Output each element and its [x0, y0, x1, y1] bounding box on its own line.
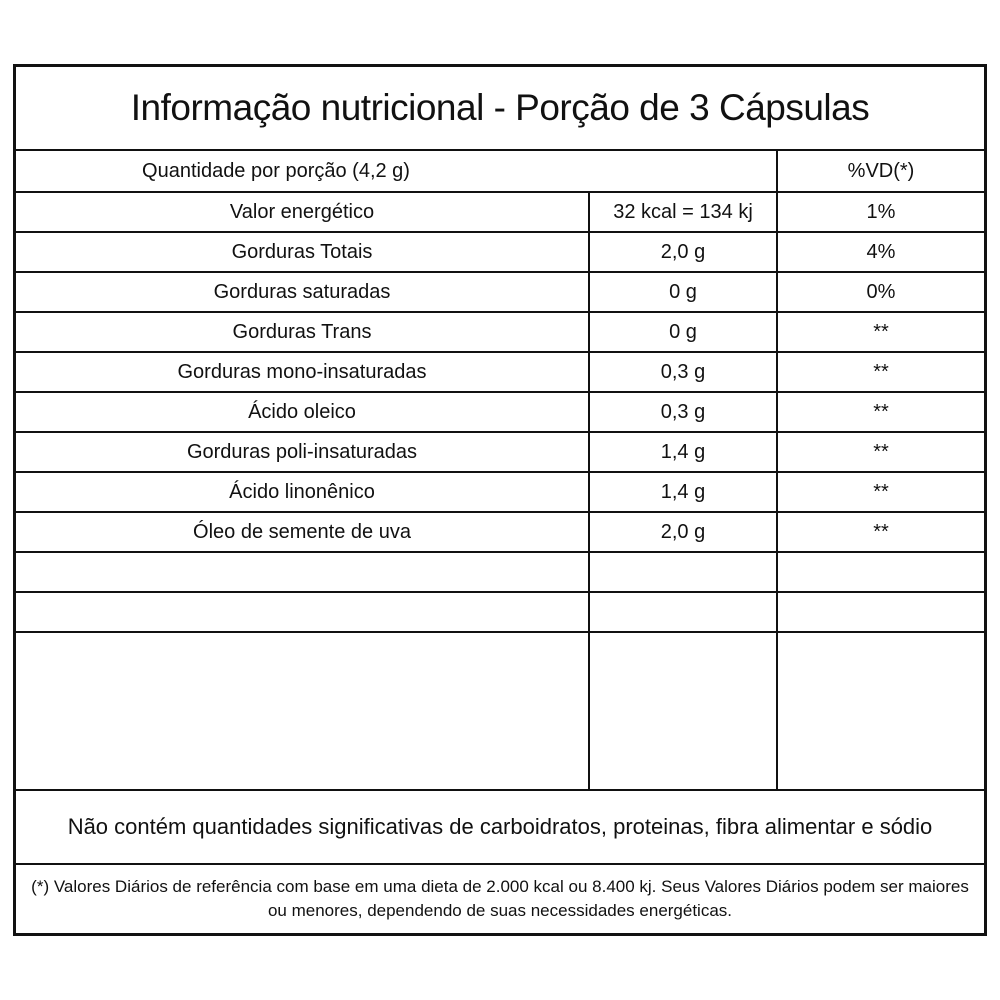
nutrient-daily-value: 0% — [776, 273, 984, 311]
daily-value-header: %VD(*) — [776, 151, 984, 191]
table-row — [16, 513, 984, 553]
nutrient-name: Ácido linonênico — [229, 480, 375, 503]
nutrient-amount: 1,4 g — [588, 473, 776, 511]
table-row — [16, 353, 984, 393]
nutrient-name: Gorduras Totais — [231, 240, 373, 263]
table-row — [16, 473, 984, 513]
table-row — [16, 433, 984, 473]
nutrient-name: Óleo de semente de uva — [193, 520, 411, 543]
table-row — [16, 193, 984, 233]
daily-values-footnote: (*) Valores Diários de referência com base em uma dieta de 2.000 kcal ou 8.400 kj. Seus Valores Diários podem ser maiores ou menores, dependendo de suas necessidades energéticas. — [31, 877, 969, 920]
nutrient-name: Valor energético — [229, 200, 375, 223]
nutrient-name: Ácido oleico — [248, 400, 356, 423]
table-row — [16, 273, 984, 313]
nutrient-amount: 0,3 g — [588, 353, 776, 391]
table-row — [16, 233, 984, 273]
table-header-row — [16, 151, 984, 193]
nutrient-daily-value: ** — [776, 513, 984, 551]
nutrient-amount: 1,4 g — [588, 433, 776, 471]
nutrition-facts-label — [13, 64, 987, 936]
insignificant-nutrients-note: Não contém quantidades significativas de carboidratos, proteinas, fibra alimentar e sódio — [16, 791, 984, 865]
empty-table-row — [16, 593, 984, 633]
table-row — [16, 393, 984, 433]
empty-table-row — [16, 553, 984, 593]
nutrient-name: Gorduras mono-insaturadas — [177, 360, 427, 383]
serving-size-label: Quantidade por porção (4,2 g) — [142, 159, 410, 182]
nutrient-amount: 0 g — [588, 273, 776, 311]
nutrient-amount: 2,0 g — [588, 233, 776, 271]
table-row — [16, 313, 984, 353]
nutrient-name: Gorduras saturadas — [213, 280, 391, 303]
empty-table-row — [16, 633, 984, 791]
nutrient-daily-value: 1% — [776, 193, 984, 231]
nutrient-daily-value: ** — [776, 353, 984, 391]
label-title: Informação nutricional - Porção de 3 Cápsulas — [16, 67, 984, 151]
nutrient-daily-value: 4% — [776, 233, 984, 271]
nutrient-name: Gorduras poli-insaturadas — [186, 440, 418, 463]
nutrient-daily-value: ** — [776, 473, 984, 511]
nutrient-amount: 32 kcal = 134 kj — [588, 193, 776, 231]
nutrient-amount: 0,3 g — [588, 393, 776, 431]
nutrient-name: Gorduras Trans — [232, 320, 372, 343]
nutrient-amount: 2,0 g — [588, 513, 776, 551]
nutrient-daily-value: ** — [776, 433, 984, 471]
nutrient-amount: 0 g — [588, 313, 776, 351]
nutrient-daily-value: ** — [776, 393, 984, 431]
nutrient-daily-value: ** — [776, 313, 984, 351]
